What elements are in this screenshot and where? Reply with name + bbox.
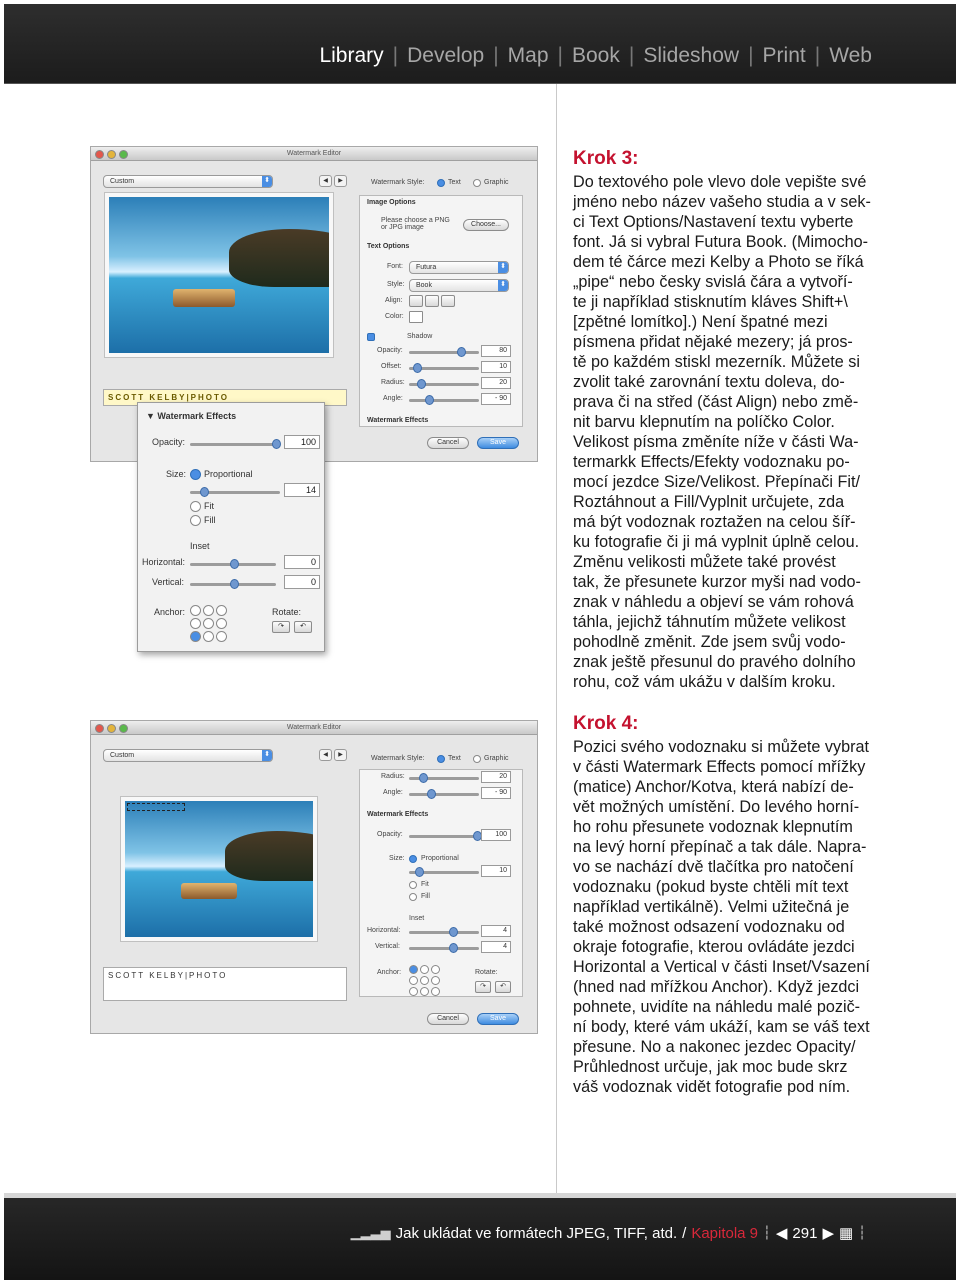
fit-radio[interactable]: [409, 881, 417, 889]
previous-page-arrow-icon[interactable]: ◀: [775, 1225, 788, 1242]
preset-select[interactable]: Custom ⬍: [103, 749, 273, 762]
fill-label: Fill: [421, 893, 430, 900]
shadow-radius-value[interactable]: 20: [481, 377, 511, 389]
signal-bars-icon: ▁▂▃▅: [350, 1225, 391, 1240]
horizontal-value[interactable]: 4: [481, 925, 511, 937]
anchor-point[interactable]: [420, 987, 429, 996]
rotate-clockwise-icon[interactable]: ↷: [272, 621, 290, 633]
color-swatch[interactable]: [409, 311, 423, 323]
anchor-point[interactable]: [216, 618, 227, 629]
text-line: okraje fotografie, kterou ovládáte jezdci: [573, 938, 855, 956]
prev-icon[interactable]: ◀: [319, 749, 332, 761]
zoom-size-label: Size:: [166, 469, 187, 479]
next-icon[interactable]: ▶: [334, 749, 347, 761]
text-line: například vertikálně). Velmi užitečná je: [573, 898, 850, 916]
anchor-point[interactable]: [431, 976, 440, 985]
slider-knob[interactable]: [419, 773, 428, 783]
fill-radio[interactable]: [190, 515, 201, 526]
divider-icon: ┆: [858, 1225, 866, 1240]
fit-label: Fit: [421, 881, 429, 888]
text-line: pohodlně změnit. Zde jsem svůj vodo-: [573, 633, 846, 651]
text-line: [zpětné lomítko].) Není špatné mezi: [573, 313, 828, 331]
style-text-radio[interactable]: [437, 179, 445, 187]
rotate-label: Rotate:: [475, 969, 498, 976]
text-line: (hned nad mřížkou Anchor). Když jezdci: [573, 978, 860, 996]
font-label: Font:: [387, 263, 403, 270]
text-line: Průhlednost určuje, jak moc bude skrz: [573, 1058, 848, 1076]
style-graphic-radio[interactable]: [473, 179, 481, 187]
style-select[interactable]: Book ⬍: [409, 279, 509, 292]
angle-label: Angle:: [383, 789, 403, 796]
text-line: váš vodoznak vidět fotografie pod ním.: [573, 1078, 851, 1096]
anchor-point[interactable]: [216, 605, 227, 616]
anchor-point[interactable]: [409, 965, 418, 974]
rotate-counterclockwise-icon[interactable]: ↶: [294, 621, 312, 633]
text-line: znak ještě přesunul do pravého dolního: [573, 653, 856, 671]
align-label: Align:: [385, 297, 403, 304]
color-label: Color:: [385, 313, 404, 320]
module-slideshow[interactable]: Slideshow: [643, 44, 740, 67]
fit-label: Fit: [204, 501, 214, 511]
text-line: ní body, které vám ukáží, kam se váš text: [573, 1018, 870, 1036]
save-button[interactable]: Save: [477, 1013, 519, 1025]
chapter-label: Kapitola 9: [691, 1224, 759, 1242]
page-number: 291: [792, 1224, 818, 1242]
angle-value[interactable]: - 90: [481, 787, 511, 799]
style-text-radio[interactable]: [437, 755, 445, 763]
radius-slider[interactable]: [409, 777, 479, 780]
slider-knob[interactable]: [230, 559, 239, 569]
watermark-effects-section: Watermark Effects: [367, 417, 429, 424]
grid-view-icon[interactable]: ▦: [838, 1225, 854, 1242]
proportional-radio[interactable]: [409, 855, 417, 863]
text-line: Velikost písma změníte níže v části Wa-: [573, 433, 859, 451]
anchor-point[interactable]: [409, 976, 418, 985]
text-line: rohu, což vám ukážu v dalším kroku.: [573, 673, 836, 691]
font-select[interactable]: Futura ⬍: [409, 261, 509, 274]
module-library[interactable]: Library: [319, 44, 384, 67]
text-line: (matice) Anchor/Kotva, která nabízí de-: [573, 778, 854, 796]
text-line: termarkk Effects/Efekty vodoznaku po-: [573, 453, 850, 471]
module-print[interactable]: Print: [762, 44, 806, 67]
proportional-radio[interactable]: [190, 469, 201, 480]
slider-knob[interactable]: [457, 347, 466, 357]
watermark-effects-zoom: [137, 402, 325, 652]
anchor-point[interactable]: [203, 631, 214, 642]
text-line: přesune. No a nakonec jezdec Opacity/: [573, 1038, 856, 1056]
inset-label: Inset: [190, 541, 210, 551]
watermark-effects-section: Watermark Effects: [367, 811, 429, 818]
size-slider[interactable]: [409, 871, 479, 874]
zoom-opacity-value[interactable]: 100: [284, 435, 320, 449]
shadow-checkbox[interactable]: [367, 333, 375, 341]
vertical-value[interactable]: 0: [284, 575, 320, 589]
text-line: vodoznaku (pokud byste chtěli mít text: [573, 878, 849, 896]
text-line: dem té čárce mezi Kelby a Photo se říká: [573, 253, 864, 271]
zoom-section-title: ▼ Watermark Effects: [146, 411, 237, 421]
footer-bar: [4, 1198, 956, 1280]
anchor-grid[interactable]: [190, 605, 227, 642]
size-label: Size:: [389, 855, 405, 862]
text-line: má být vodoznak roztažen na celou šíř-: [573, 513, 856, 531]
proportional-label: Proportional: [204, 469, 253, 479]
window-titlebar: [91, 147, 537, 161]
style-graphic-label: Graphic: [484, 755, 509, 762]
text-line: na levý horní přepínač a tak dále. Napra-: [573, 838, 867, 856]
text-line: ci Text Options/Nastavení textu vyberte: [573, 213, 854, 231]
horizontal-label: Horizontal:: [367, 927, 401, 934]
horizontal-value[interactable]: 0: [284, 555, 320, 569]
fill-radio[interactable]: [409, 893, 417, 901]
slider-knob[interactable]: [425, 395, 434, 405]
prev-icon[interactable]: ◀: [319, 175, 332, 187]
step-3-body: [573, 172, 873, 692]
anchor-point[interactable]: [190, 618, 201, 629]
radius-label: Radius:: [381, 773, 405, 780]
text-line: te ji například stisknutím kláves Shift+\: [573, 293, 848, 311]
anchor-point[interactable]: [431, 987, 440, 996]
vertical-label: Vertical:: [375, 943, 400, 950]
shadow-offset-slider[interactable]: [409, 367, 479, 370]
town-shape: [173, 289, 235, 307]
island-shape: [229, 229, 333, 287]
rotate-clockwise-icon[interactable]: ↷: [475, 981, 491, 993]
island-shape: [225, 831, 317, 881]
choose-prompt: Please choose a PNG or JPG image: [381, 217, 450, 231]
shadow-offset-value[interactable]: 10: [481, 361, 511, 373]
module-web[interactable]: Web: [829, 44, 872, 67]
slider-knob[interactable]: [200, 487, 209, 497]
watermark-position-marker: [127, 803, 185, 811]
slider-knob[interactable]: [427, 789, 436, 799]
text-line: prava či na střed (část Align) nebo změ-: [573, 393, 859, 411]
style-graphic-label: Graphic: [484, 179, 509, 186]
align-left-button[interactable]: [409, 295, 423, 307]
step-4-block: [573, 713, 873, 1097]
watermark-text-field[interactable]: SCOTT KELBY|PHOTO: [103, 389, 347, 406]
module-map[interactable]: Map: [507, 44, 549, 67]
window-title: Watermark Editor: [286, 724, 342, 731]
step-3-heading: Krok 3:: [573, 148, 639, 169]
vertical-slider[interactable]: [190, 583, 276, 586]
inset-label: Inset: [409, 915, 425, 922]
window-titlebar: [91, 721, 537, 735]
text-line: „pipe“ nebo česky svislá čára a vytvoří-: [573, 273, 853, 291]
angle-slider[interactable]: [409, 793, 479, 796]
fill-label: Fill: [204, 515, 216, 525]
text-line: zvolit také zarovnání textu doleva, do-: [573, 373, 845, 391]
text-line: ku fotografie či ji má vyplnit úplně celou.: [573, 533, 860, 551]
horizontal-label: Horizontal:: [142, 557, 186, 567]
watermark-text-field[interactable]: SCOTT KELBY|PHOTO: [103, 967, 347, 1001]
zoom-size-slider[interactable]: [190, 491, 280, 494]
shadow-opacity-value[interactable]: 80: [481, 345, 511, 357]
module-develop[interactable]: Develop: [407, 44, 485, 67]
anchor-point[interactable]: [420, 976, 429, 985]
style-text-label: Text: [448, 179, 461, 186]
text-line: Do textového pole vlevo dole vepište své: [573, 173, 867, 191]
fit-radio[interactable]: [190, 501, 201, 512]
slider-knob[interactable]: [415, 867, 424, 877]
anchor-point[interactable]: [216, 631, 227, 642]
horizontal-slider[interactable]: [190, 563, 276, 566]
align-center-button[interactable]: [425, 295, 439, 307]
step-4-heading: Krok 4:: [573, 713, 639, 734]
text-line: ho rohu přesunete vodoznak klepnutím: [573, 818, 853, 836]
opacity-slider[interactable]: [409, 835, 479, 838]
preview-photo: [105, 193, 333, 357]
step-4-body: [573, 737, 873, 1097]
anchor-label: Anchor:: [377, 969, 402, 976]
module-nav: Library | Develop | Map | Book | Slideshow | Print | Web: [319, 44, 872, 67]
style-field-label: Style:: [387, 281, 405, 288]
text-line: Pozici svého vodoznaku si můžete vybrat: [573, 738, 870, 756]
opacity-value[interactable]: 100: [481, 829, 511, 841]
preset-select[interactable]: Custom ⬍: [103, 175, 273, 188]
anchor-point[interactable]: [203, 605, 214, 616]
module-book[interactable]: Book: [571, 44, 620, 67]
chapter-title: Jak ukládat ve formátech JPEG, TIFF, atd.: [395, 1224, 678, 1242]
save-button[interactable]: Save: [477, 437, 519, 449]
style-label: Watermark Style:: [371, 755, 425, 762]
radius-value[interactable]: 20: [481, 771, 511, 783]
footer-nav: [351, 1224, 866, 1242]
column-divider: [556, 84, 557, 1194]
anchor-point[interactable]: [431, 965, 440, 974]
shadow-radius-slider[interactable]: [409, 383, 479, 386]
slider-knob[interactable]: [417, 379, 426, 389]
cancel-button[interactable]: Cancel: [427, 1013, 469, 1025]
watermark-editor-screenshot-2: [90, 720, 538, 1034]
opacity-label: Opacity:: [377, 347, 403, 354]
text-line: v části Watermark Effects pomocí mřížky: [573, 758, 866, 776]
style-graphic-radio[interactable]: [473, 755, 481, 763]
slider-knob[interactable]: [230, 579, 239, 589]
slider-knob[interactable]: [449, 927, 458, 937]
vertical-value[interactable]: 4: [481, 941, 511, 953]
anchor-point[interactable]: [409, 987, 418, 996]
text-line: mocí jezdce Size/Velikost. Přepínači Fit/: [573, 473, 860, 491]
text-line: jméno nebo název vašeho studia a v sek-: [573, 193, 871, 211]
shadow-angle-value[interactable]: - 90: [481, 393, 511, 405]
next-page-arrow-icon[interactable]: ▶: [822, 1225, 834, 1242]
anchor-label: Anchor:: [154, 607, 186, 617]
text-line: nit barvu klepnutím na políčko Color.: [573, 413, 835, 431]
text-line: vět možných umístění. Do levého horní-: [573, 798, 860, 816]
text-line: táhla, jejichž táhnutím můžete velikost: [573, 613, 846, 631]
preview-photo: [121, 797, 317, 941]
proportional-label: Proportional: [421, 855, 459, 862]
text-line: také možnost odsazení vodoznaku od: [573, 918, 845, 936]
text-line: Roztáhnout a Fill/Vyplnit určujete, zda: [573, 493, 845, 511]
footer-separator: /: [682, 1224, 687, 1242]
options-panel: [359, 769, 523, 997]
zoom-opacity-label: Opacity:: [152, 437, 186, 447]
module-bar: [4, 4, 956, 84]
shadow-angle-slider[interactable]: [409, 399, 479, 402]
text-line: tě po každém stiskl mezerník. Můžete si: [573, 353, 860, 371]
anchor-grid[interactable]: [409, 965, 440, 996]
rotate-counterclockwise-icon[interactable]: ↶: [495, 981, 511, 993]
size-value[interactable]: 10: [481, 865, 511, 877]
shadow-label: Shadow: [407, 333, 433, 340]
radius-label: Radius:: [381, 379, 405, 386]
angle-label: Angle:: [383, 395, 403, 402]
anchor-point[interactable]: [203, 618, 214, 629]
zoom-size-value[interactable]: 14: [284, 483, 320, 497]
slider-knob[interactable]: [272, 439, 281, 449]
next-icon[interactable]: ▶: [334, 175, 347, 187]
town-shape: [181, 883, 237, 899]
text-line: znak v náhledu a objeví se vám rohová: [573, 593, 854, 611]
zoom-opacity-slider[interactable]: [190, 443, 280, 446]
text-line: Horizontal a Vertical v části Inset/Vsazení: [573, 958, 870, 976]
divider-icon: ┆: [763, 1225, 771, 1240]
vertical-slider[interactable]: [409, 947, 479, 950]
shadow-opacity-slider[interactable]: [409, 351, 479, 354]
text-line: Změnu velikosti můžete také provést: [573, 553, 836, 571]
text-line: písmena přidat nějaké mezery; já pros-: [573, 333, 853, 351]
text-line: font. Já si vybral Futura Book. (Mimocho-: [573, 233, 869, 251]
slider-knob[interactable]: [449, 943, 458, 953]
text-line: tak, že přesunete kurzor myši nad vodo-: [573, 573, 861, 591]
text-line: pohnete, uvidíte na náhledu malé pozič-: [573, 998, 861, 1016]
slider-knob[interactable]: [413, 363, 422, 373]
text-line: vo se nachází dvě tlačítka pro natočení: [573, 858, 854, 876]
text-options-section: Text Options: [367, 243, 410, 250]
anchor-point[interactable]: [420, 965, 429, 974]
vertical-label: Vertical:: [152, 577, 185, 587]
anchor-point[interactable]: [190, 605, 201, 616]
step-3-block: [573, 148, 873, 692]
cancel-button[interactable]: Cancel: [427, 437, 469, 449]
offset-label: Offset:: [381, 363, 402, 370]
image-options-section: Image Options: [367, 199, 416, 206]
align-right-button[interactable]: [441, 295, 455, 307]
style-label: Watermark Style:: [371, 179, 425, 186]
style-text-label: Text: [448, 755, 461, 762]
opacity-label: Opacity:: [377, 831, 403, 838]
anchor-point[interactable]: [190, 631, 201, 642]
horizontal-slider[interactable]: [409, 931, 479, 934]
window-title: Watermark Editor: [286, 150, 342, 157]
choose-button[interactable]: Choose...: [463, 219, 509, 231]
rotate-label: Rotate:: [272, 607, 302, 617]
